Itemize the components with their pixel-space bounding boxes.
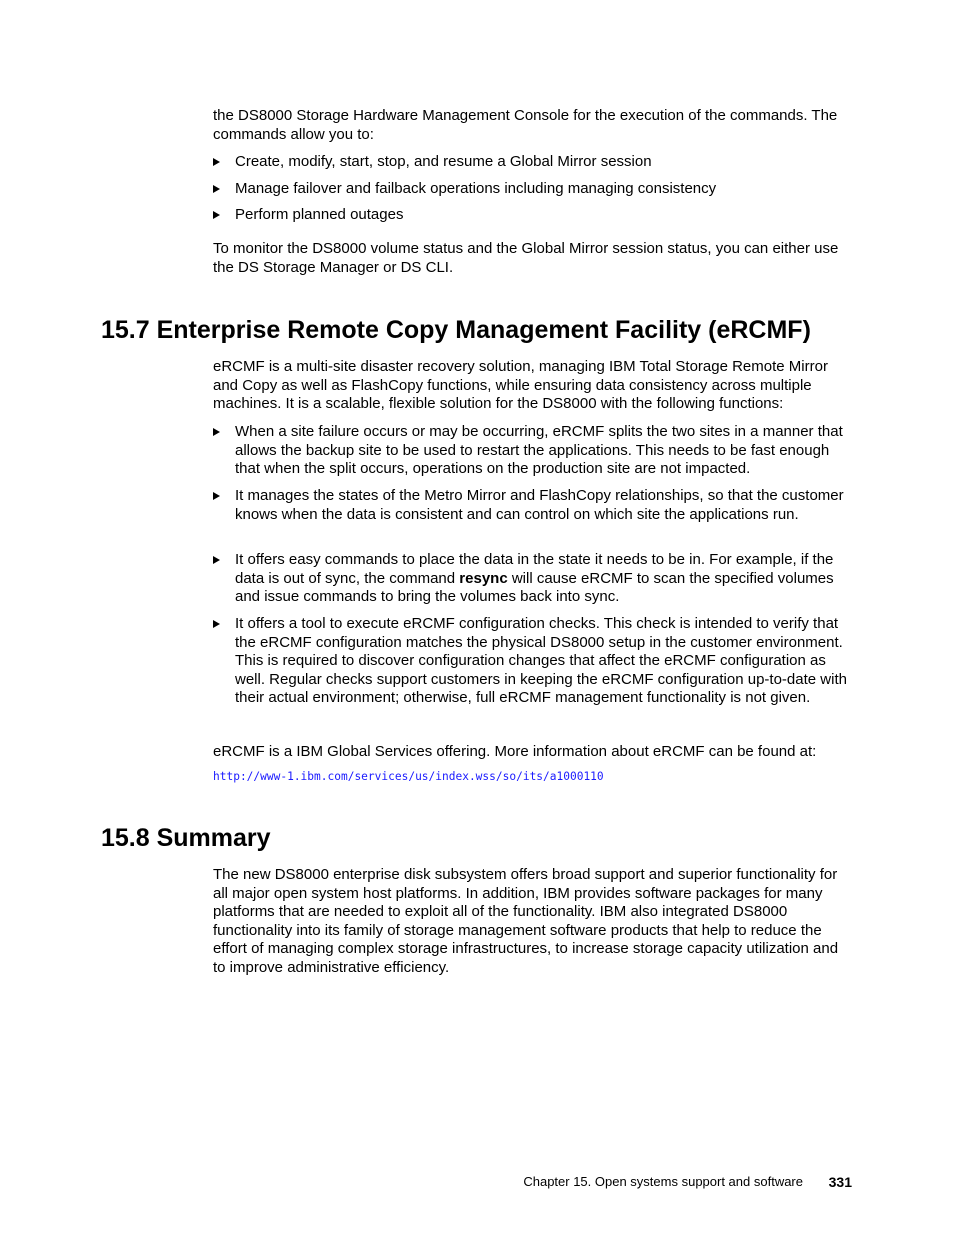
list-item	[213, 206, 853, 225]
list-item	[213, 423, 853, 479]
section-heading-15-7: 15.7 Enterprise Remote Copy Management Facility (eRCMF)	[101, 316, 811, 344]
section-heading-15-8: 15.8 Summary	[101, 824, 271, 852]
list-item	[213, 487, 853, 524]
list-item-text	[235, 551, 853, 607]
list-item-text: When a site failure occurs or may be occurring, eRCMF splits the two sites in a manner that allows the backup site to be used to restart the applications. This needs to be fast enough that when the split occurs, operations on the production site are not impacted.	[235, 423, 843, 478]
bullet-triangle-icon	[213, 158, 220, 166]
section-15-7-paragraph-2: eRCMF is a IBM Global Services offering. More information about eRCMF can be found at:	[213, 743, 817, 760]
list-item	[213, 153, 853, 172]
page-footer	[0, 1173, 954, 1191]
list-item-text-part: It offers easy commands to place the data in the state it needs to be in. For example, if the data is out of sync, the command	[235, 551, 834, 587]
bullet-triangle-icon	[213, 620, 220, 628]
list-item	[213, 551, 853, 607]
list-item-text-part: will cause eRCMF to scan the specified volumes and issue commands to bring the volumes back into sync.	[235, 569, 834, 606]
list-item	[213, 615, 853, 708]
intro-paragraph: the DS8000 Storage Hardware Management Console for the execution of the commands. The commands allow you to:	[213, 107, 838, 143]
chapter-title: Chapter 15. Open systems support and software	[523, 1174, 803, 1189]
bullet-triangle-icon	[213, 556, 220, 564]
section-15-7-paragraph: eRCMF is a multi-site disaster recovery solution, managing IBM Total Storage Remote Mirror and Copy as well as FlashCopy functions, while ensuring data consistency across multiple machines. It is a scalable, flexible solution for the DS8000 with the following functions:	[213, 358, 828, 413]
intro-paragraph-2: To monitor the DS8000 volume status and the Global Mirror session status, you can either use the DS Storage Manager or DS CLI.	[213, 240, 839, 276]
list-item-text: It offers a tool to execute eRCMF configuration checks. This check is intended to verify that the eRCMF configuration matches the physical DS8000 setup in the customer environment. This is required to discover configuration changes that affect the eRCMF configuration as well. Regular checks support customers in keeping the eRCMF configuration up-to-date with their actual environment; otherwise, full eRCMF management functionality is not given.	[235, 615, 847, 707]
list-item	[213, 180, 853, 199]
list-item-text: Perform planned outages	[235, 206, 404, 223]
bullet-triangle-icon	[213, 492, 220, 500]
list-item-text: It manages the states of the Metro Mirror and FlashCopy relationships, so that the customer knows when the data is consistent and can control on which site the applications run.	[235, 487, 844, 523]
page-number: 331	[828, 1174, 852, 1190]
bullet-triangle-icon	[213, 185, 220, 193]
bullet-triangle-icon	[213, 211, 220, 219]
list-item-text: Create, modify, start, stop, and resume a Global Mirror session	[235, 153, 652, 170]
resync-command: resync	[459, 569, 508, 587]
summary-paragraph: The new DS8000 enterprise disk subsystem offers broad support and superior functionality for all major open system host platforms. In addition, IBM provides software packages for many platforms that are needed to exploit all of the functionality. IBM also integrated DS8000 functionality into its family of storage management software products that help to reduce the effort of managing complex storage infrastructures, to increase storage capacity utilization and to improve administrative efficiency.	[213, 866, 839, 976]
list-item-text: Manage failover and failback operations including managing consistency	[235, 180, 717, 197]
bullet-triangle-icon	[213, 428, 220, 436]
ercmf-url-link[interactable]: http://www-1.ibm.com/services/us/index.wss/so/its/a1000110	[213, 770, 604, 783]
